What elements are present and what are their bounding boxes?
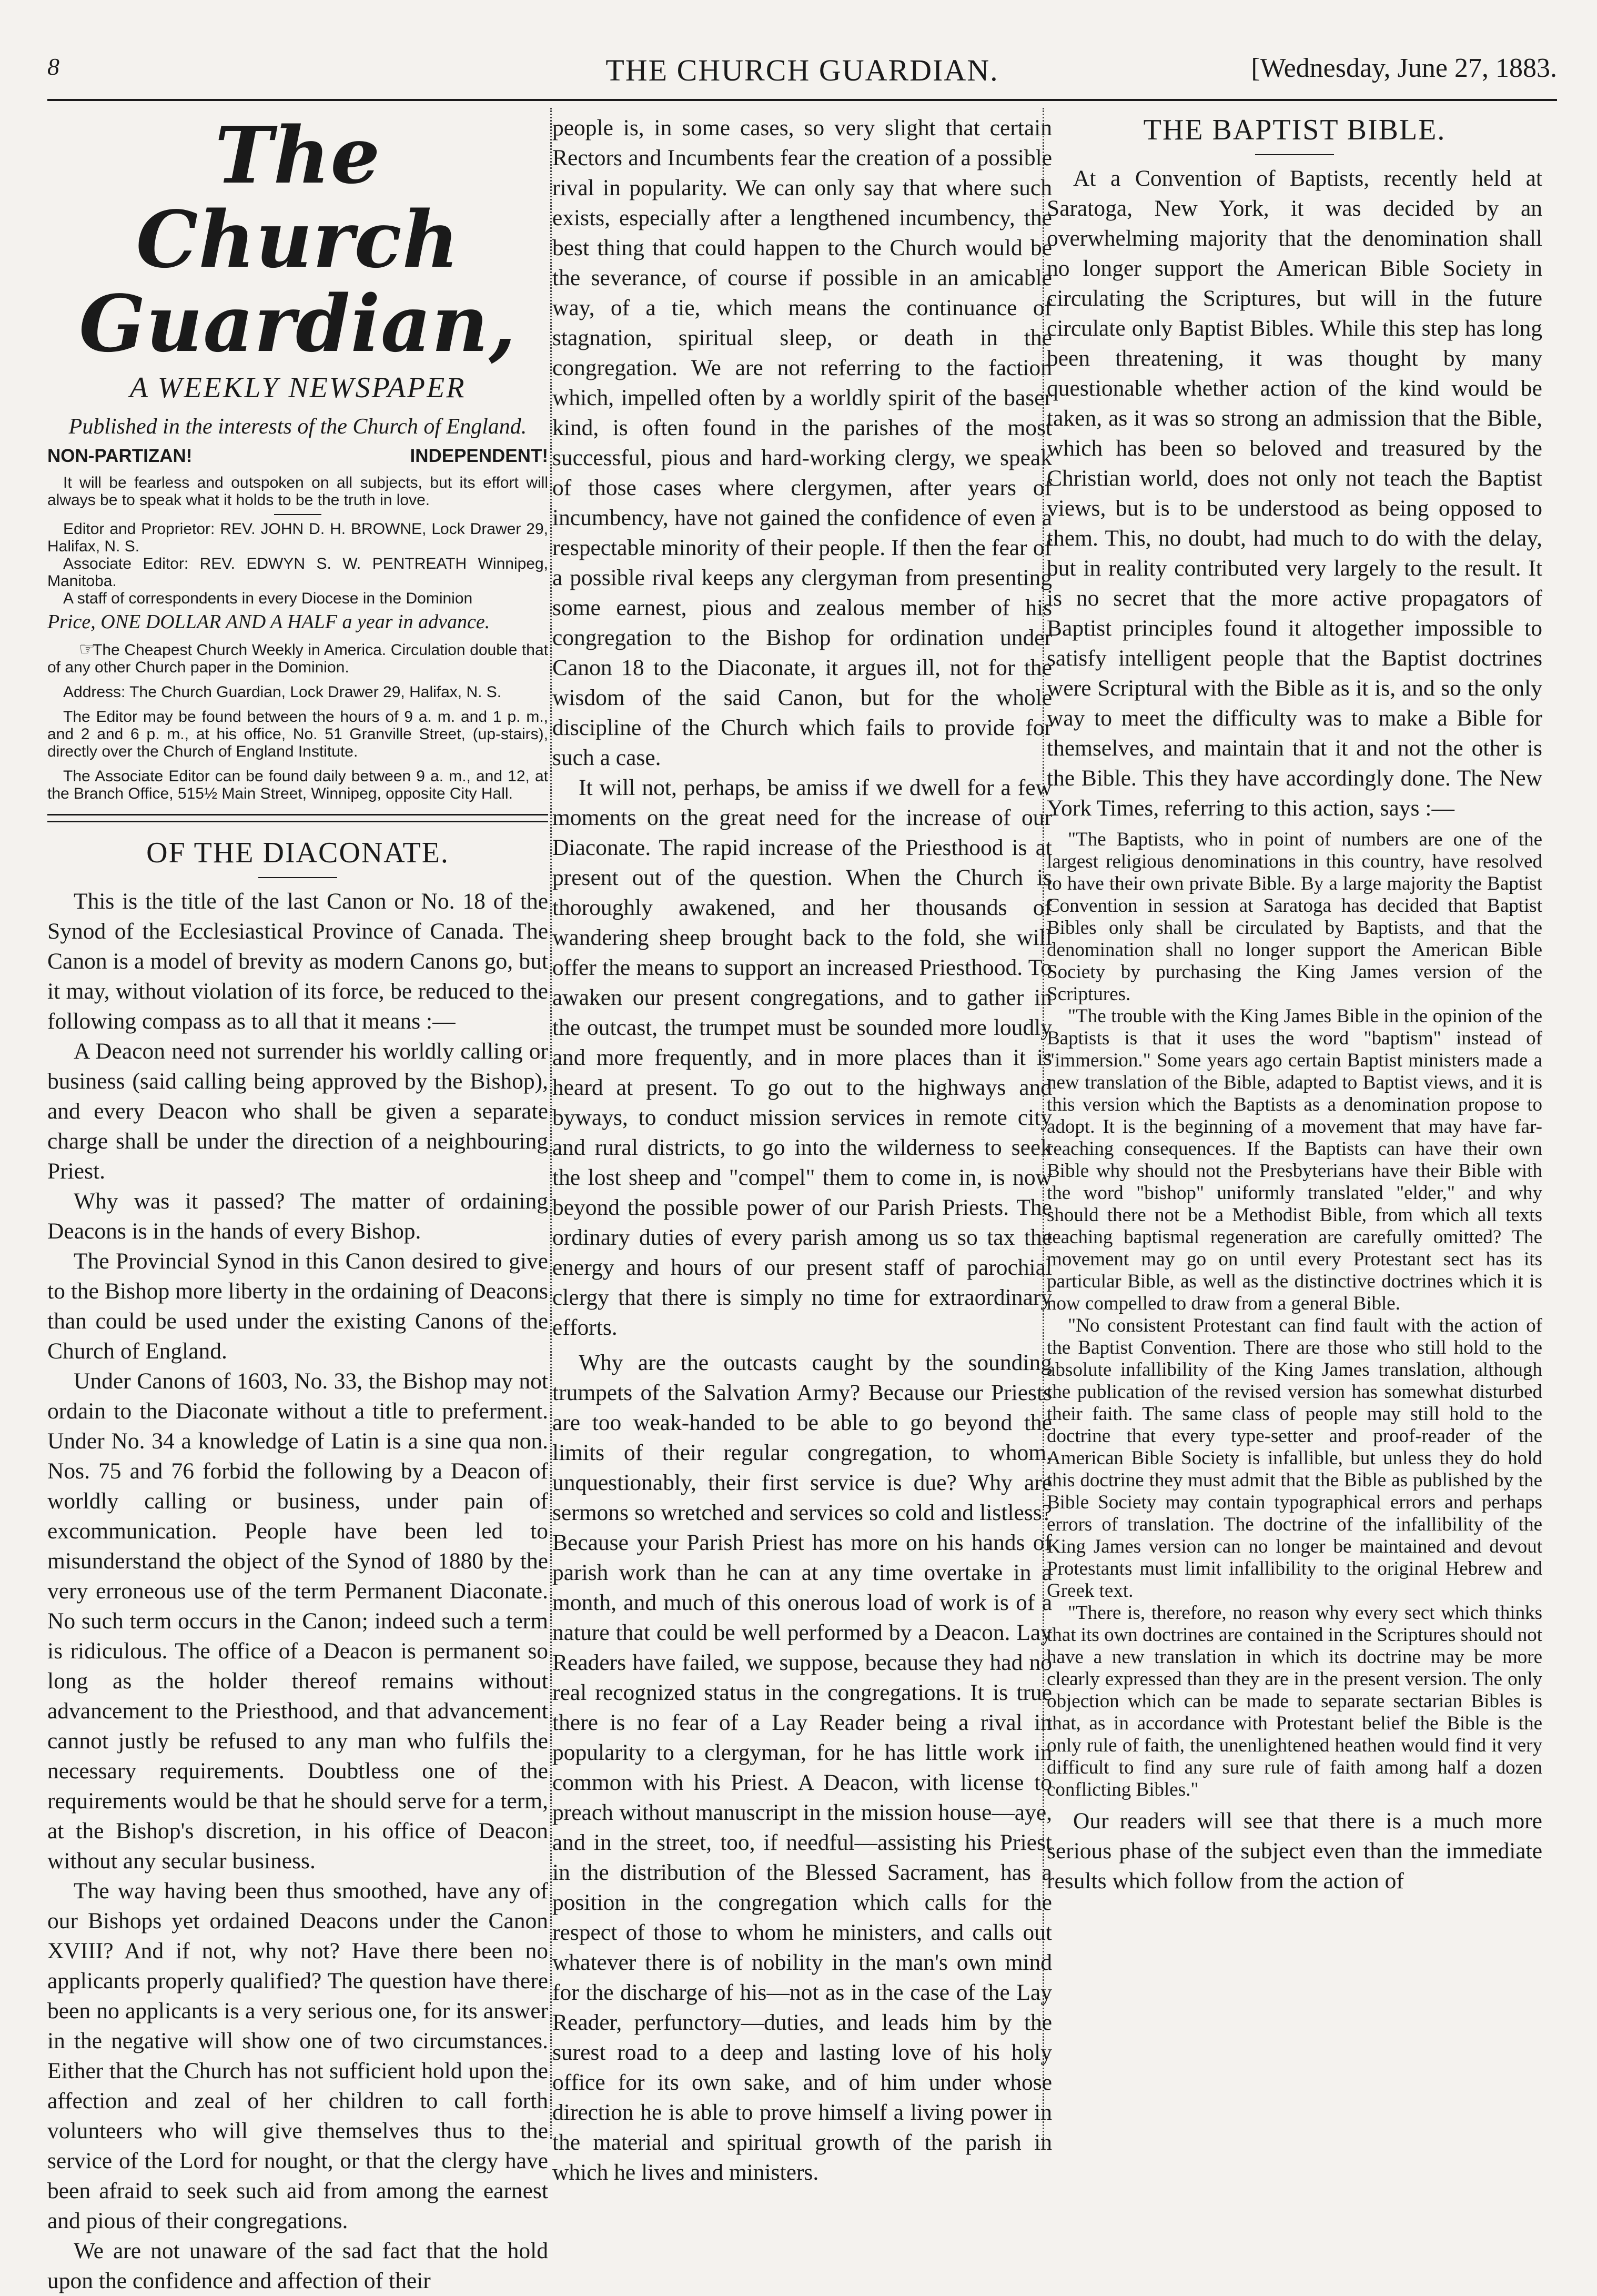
divider [274, 514, 321, 515]
associate-editor-text: Associate Editor: REV. EDWYN S. W. PENTREATH Winnipeg, Manitoba. [47, 555, 548, 590]
article-paragraph: Under Canons of 1603, No. 33, the Bishop may not ordain to the Diaconate without a title to preferment. Under No. 34 a knowledge of Latin is a sine qua non. Nos. 75 and 76 forbid the following by a Deacon of worldly calling or business, under pain of excommunication. People have been led to misunderstand the object of the Synod of 1880 by the very erroneous use of the term Permanent Diaconate. No such term occurs in the Canon; indeed such a term is ridiculous. The office of a Deacon is permanent so long as the holder thereof remains without advancement to the Priesthood, and that advancement cannot justly be refused to any man who fulfils the necessary requirements. Doubtless one of the requirements would be that he should serve for a term, at the Bishop's discretion, in his office of Deacon without any secular business. [47, 1368, 548, 1874]
article-paragraph: The way having been thus smoothed, have any of our Bishops yet ordained Deacons under the Canon XVIII? And if not, why not? Have there been no applicants properly qualified? The question have there been no applicants is a very serious one, for its answer in the negative will show one of two circumstances. Either that the Church has not sufficient hold upon the affection and zeal of her children to call forth volunteers who will give themselves thus to the service of the Lord for nought, or that the clergy have been afraid to seek such aid from among the earnest and pious of their congregations. [47, 1878, 548, 2233]
header-rule [47, 99, 1557, 101]
article-paragraph: We are not unaware of the sad fact that the hold upon the confidence and affection of their [47, 2238, 548, 2293]
article-paragraph: This is the title of the last Canon or No. 18 of the Synod of the Ecclesiastical Province of Canada. The Canon is a model of brevity as modern Canons go, but it may, without violation of its force, be reduced to the following compass as to all that it means :— [47, 889, 548, 1034]
quote-paragraph: "No consistent Protestant can find fault with the action of the Baptist Convention. There are those who still hold to the absolute infallibility of the King James translation, although the publication of the revised version has somewhat disturbed their faith. The same class of people may still hold to the doctrine that every type-setter and proof-reader of the American Bible Society is infallible, but unless they do hold this doctrine they must admit that the Bible as published by the Bible Society may contain typographical errors and perhaps errors of translation. The doctrine of the infallibility of the King James version can no longer be maintained and devout Protestants must limit infallibility to the original Hebrew and Greek text. [1047, 1315, 1542, 1602]
article-paragraph: At a Convention of Baptists, recently held at Saratoga, New York, it was decided by an overwhelming majority that the denomination shall no longer support the American Bible Society in circulating the Scriptures, but will in the future circulate only Baptist Bibles. While this step has long been threatening, it was thought by many questionable whether action of the kind would be taken, as it was so strong an admission that the Bible, which has been so beloved and treasured by the Christian world, does not only not teach the Baptist views, but is to be understood as being opposed to them. This, no doubt, had much to do with the delay, but in reality contributed very largely to the result. It is no secret that the more active propagators of Baptist principles found it altogether impossible to satisfy intelligent people that the Baptist doctrines were Scriptural with the Bible as it is, and so the only way to meet the difficulty was to make a Bible for themselves, and maintain that it and not the other is the Bible. This they have accordingly done. The New York Times, referring to this action, says :— [1047, 166, 1542, 821]
column-1 [47, 109, 548, 2296]
article-paragraph: Why are the outcasts caught by the sounding trumpets of the Salvation Army? Because our Priests are too weak-handed to be able to go beyond the limits of their regular congregation, to whom, unquestionably, their first service is due? Why are sermons so wretched and services so cold and listless? Because your Parish Priest has more on his hands of parish work than he can at any time overtake in a month, and much of this onerous load of work is of a nature that could be well performed by a Deacon. Lay Readers have failed, we suppose, because they had no real recognized status in the congregations. It is true there is no fear of a Lay Reader being a rival in popularity to a clergyman, for he has little work in common with his Priest. A Deacon, with license to preach without manuscript in the mission house—aye, and in the street, too, if needful—assisting his Priest in the distribution of the Blessed Sacrament, has a position in the congregation which calls for the respect of those to whom he ministers, and calls out whatever there is of nobility in the man's own mind for the discharge of his—not as in the case of the Lay Reader, perfunctory—duties, and leads him by the surest road to a deep and lasting love of his holy office for its own sake, and of him under whose direction he is able to prove himself a living power in the material and spiritual growth of the parish in which he lives and ministers. [552, 1350, 1052, 2185]
article-paragraph: Why was it passed? The matter of ordaining Deacons is in the hands of every Bishop. [47, 1189, 548, 1244]
diaconate-title: OF THE DIACONATE. [146, 837, 449, 869]
diaconate-article-col2 [552, 113, 1052, 2188]
editor-hours-text: The Editor may be found between the hours of 9 a. m. and 1 p. m., and 2 and 6 p. m., at his office, No. 51 Granville Street, (up-stairs), directly over the Church of England Institute. [47, 708, 548, 760]
masthead-tagline: Published in the interests of the Church of England. [68, 415, 527, 439]
motto-text: It will be fearless and outspoken on all subjects, but its effort will always be to speak what it holds to be the truth in love. [47, 474, 548, 509]
paper-title: THE CHURCH GUARDIAN. [605, 53, 999, 87]
pointing-hand-icon: ☞ [79, 639, 95, 659]
masthead-labels [47, 446, 548, 467]
running-header [47, 53, 1557, 95]
masthead-motto [47, 474, 548, 509]
baptist-intro [1047, 164, 1542, 823]
baptist-title: THE BAPTIST BIBLE. [1143, 114, 1446, 146]
masthead-hours [47, 708, 548, 760]
baptist-closing [1047, 1806, 1542, 1896]
page-number: 8 [47, 53, 59, 80]
times-quotation [1047, 829, 1542, 1801]
independent-label: INDEPENDENT! [410, 446, 548, 466]
column-divider [550, 108, 552, 2139]
non-partizan-label: NON-PARTIZAN! [47, 446, 193, 466]
masthead-subtitle: A WEEKLY NEWSPAPER [129, 371, 466, 404]
issue-date: [Wednesday, June 27, 1883. [1251, 53, 1557, 83]
masthead-cheapest [47, 641, 548, 676]
associate-hours-text: The Associate Editor can be found daily between 9 a. m., and 12, at the Branch Office, 515½ Main Street, Winnipeg, opposite City Hall. [47, 768, 548, 802]
title-rule [1255, 154, 1334, 155]
article-paragraph: people is, in some cases, so very slight that certain Rectors and Incumbents fear the creation of a possible rival in popularity. We can only say that where such exists, especially after a lengthened incumbency, the best thing that could happen to the Church would be the severance, of course if possible in an amicable way, of a tie, which means the continuance of stagnation, spiritual sleep, or death in the congregation. We are not referring to the faction which, impelled often by a worldly spirit of the baser kind, is often found in the parishes of the most successful, pious and hard-working clergy, we speak of those cases where clergymen, after years of incumbency, have not gained the confidence of even a respectable minority of their people. If then the fear of a possible rival keeps any clergyman from presenting some earnest, pious and zealous member of his congregation to the Bishop for ordination under Canon 18 to the Diaconate, it argues ill, not for the wisdom of the said Canon, but for the whole discipline of the Church which fails to provide for such a case. [552, 115, 1052, 770]
column-2 [552, 113, 1052, 2188]
quote-paragraph: "The trouble with the King James Bible in the opinion of the Baptists is that it uses the word "baptism" instead of "immersion." Some years ago certain Baptist ministers made a new translation of the Bible, adapted to Baptist views, and it is this version which the Baptists as a denomination propose to adopt. It is the beginning of a movement that may have far-reaching consequences. If the Baptists can have their own Bible why should not the Presbyterians have their Bible with the word "bishop" uniformly translated "elder," and why should there not be a Methodist Bible, from which all texts teaching baptismal regeneration are carefully omitted? The movement may go on until every Protestant sect has its particular Bible, as well as the distinctive doctrines which it is now compelled to draw from a general Bible. [1047, 1005, 1542, 1314]
article-paragraph: A Deacon need not surrender his worldly calling or business (said calling being approved by the Bishop), and every Deacon who shall be given a separate charge shall be under the direction of a neighbouring Priest. [47, 1039, 548, 1184]
masthead-bottom-rule [47, 814, 548, 822]
correspondents-text: A staff of correspondents in every Diocese in the Dominion [63, 590, 473, 607]
column-3 [1047, 113, 1542, 1896]
masthead-editors [47, 520, 548, 607]
article-paragraph: The Provincial Synod in this Canon desired to give to the Bishop more liberty in the ordaining of Deacons than could be used under the existing Canons of the Church of England. [47, 1248, 548, 1364]
masthead-price: Price, ONE DOLLAR AND A HALF a year in advance. [47, 611, 490, 633]
title-rule [258, 877, 337, 878]
diaconate-article-col1 [47, 887, 548, 2296]
masthead-title: The Church Guardian, [79, 109, 517, 369]
address-text: Address: The Church Guardian, Lock Drawer 29, Halifax, N. S. [63, 683, 502, 701]
cheapest-text: The Cheapest Church Weekly in America. Circulation double that of any other Church paper in the Dominion. [47, 641, 548, 676]
article-paragraph: Our readers will see that there is a much more serious phase of the subject even than the immediate results which follow from the action of [1047, 1808, 1542, 1894]
masthead-address [47, 683, 548, 701]
masthead-associate-hours [47, 768, 548, 802]
quote-paragraph: "The Baptists, who in point of numbers are one of the largest religious denominations in this country, have resolved to have their own private Bible. By a large majority the Baptist Convention in session at Saratoga has decided that Baptist Bibles only shall be circulated by Baptists, and that the denomination shall no longer support the American Bible Society by purchasing the King James version of the Scriptures. [1047, 829, 1542, 1005]
quote-paragraph: "There is, therefore, no reason why every sect which thinks that its own doctrines are contained in the Scriptures should not have a new translation in which its doctrine may be more clearly expressed than they are in the present version. The only objection which can be made to separate sectarian Bibles is that, as in accordance with Protestant belief the Bible is the only rule of faith, the unenlightened heathen would find it very difficult to find any sure rule of faith among half a dozen conflicting Bibles." [1047, 1602, 1542, 1800]
proprietor-text: Editor and Proprietor: REV. JOHN D. H. BROWNE, Lock Drawer 29, Halifax, N. S. [47, 520, 548, 555]
article-paragraph: It will not, perhaps, be amiss if we dwell for a few moments on the great need for the increase of our Diaconate. The rapid increase of the Priesthood is at present out of the question. When the Church is thoroughly awakened, and her thousands of wandering sheep brought back to the fold, she will offer the means to support an increased Priesthood. To awaken our present congregations, and to gather in the outcast, the trumpet must be sounded more loudly and more frequently, and in more places than it is heard at present. To go out to the highways and byways, to conduct mission services in remote city and rural districts, to go into the wilderness to seek the lost sheep and "compel" them to come in, is now beyond the possible power of our Parish Priests. The ordinary duties of every parish among us so tax the energy and hours of our present staff of parochial clergy that there is simply no time for extraordinary efforts. [552, 775, 1052, 1340]
